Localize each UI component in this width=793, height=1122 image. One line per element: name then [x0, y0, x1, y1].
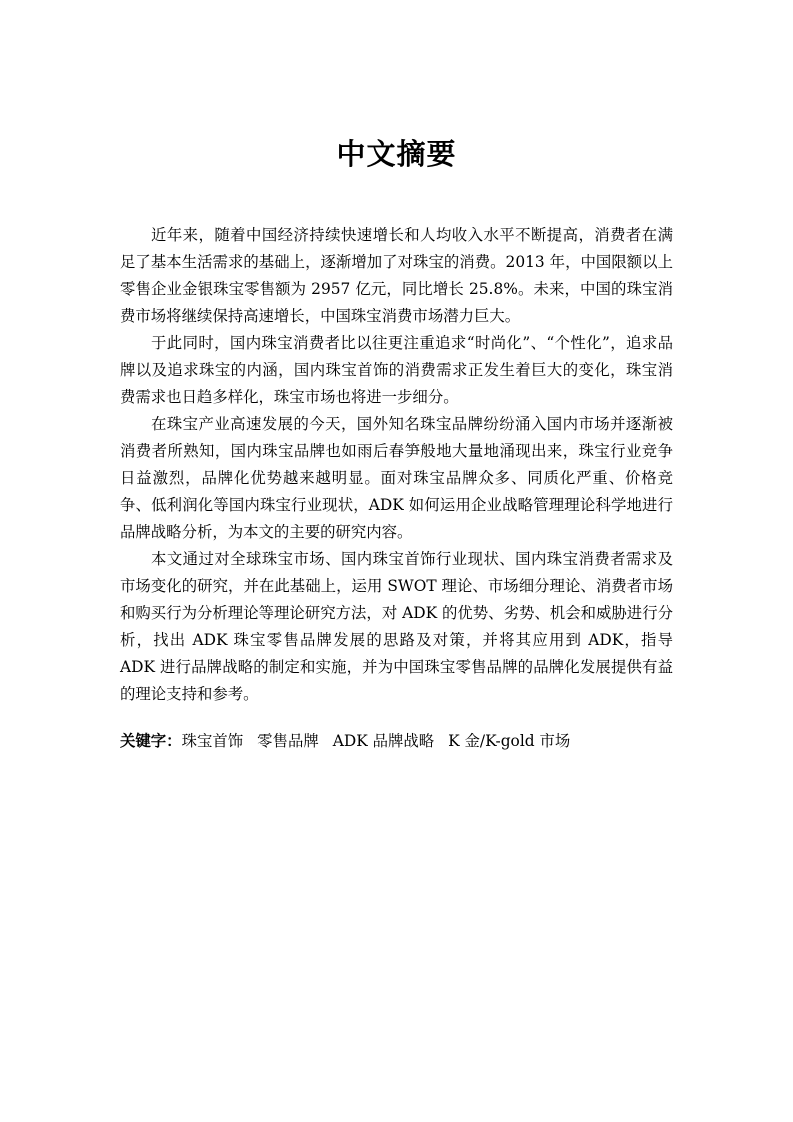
abstract-paragraph-1: 近年来，随着中国经济持续快速增长和人均收入水平不断提高，消费者在满足了基本生活需求的基础上，逐渐增加了对珠宝的消费。2013 年，中国限额以上零售企业金银珠宝零售额为 2957 亿元，同比增长 25.8%。未来，中国的珠宝消费市场将继续保持高速增长，中国珠宝消费市场潜力巨大。 [120, 226, 673, 325]
keyword-item: 珠宝首饰 [181, 732, 244, 750]
abstract-title: 中文摘要 [336, 137, 457, 171]
abstract-paragraph-4: 本文通过对全球珠宝市场、国内珠宝首饰行业现状、国内珠宝消费者需求及市场变化的研究，并在此基础上，运用 SWOT 理论、市场细分理论、消费者市场和购买行为分析理论等理论研究方法，对 ADK 的优势、劣势、机会和威胁进行分析，找出 ADK 珠宝零售品牌发展的思路及对策，并将其应用到 ADK，指导 ADK 进行品牌战略的制定和实施，并为中国珠宝零售品牌的品牌化发展提供有益的理论支持和参考。 [120, 550, 673, 703]
keywords-label: 关键字： [120, 732, 182, 750]
abstract-body [120, 222, 673, 708]
abstract-paragraph-2: 于此同时，国内珠宝消费者比以往更注重追求“时尚化”、“个性化”，追求品牌以及追求珠宝的内涵，国内珠宝首饰的消费需求正发生着巨大的变化，珠宝消费需求也日趋多样化，珠宝市场也将进一步细分。 [120, 334, 673, 406]
keywords-line [120, 729, 680, 753]
keyword-item: ADK 品牌战略 [332, 732, 435, 750]
keyword-item: K 金/K-gold 市场 [448, 732, 571, 750]
keyword-item: 零售品牌 [257, 732, 319, 750]
abstract-paragraph-3: 在珠宝产业高速发展的今天，国外知名珠宝品牌纷纷涌入国内市场并逐渐被消费者所熟知，国内珠宝品牌也如雨后春笋般地大量地涌现出来，珠宝行业竞争日益激烈，品牌化优势越来越明显。面对珠宝品牌众多、同质化严重、价格竞争、低利润化等国内珠宝行业现状，ADK 如何运用企业战略管理理论科学地进行品牌战略分析，为本文的主要的研究内容。 [120, 415, 673, 541]
